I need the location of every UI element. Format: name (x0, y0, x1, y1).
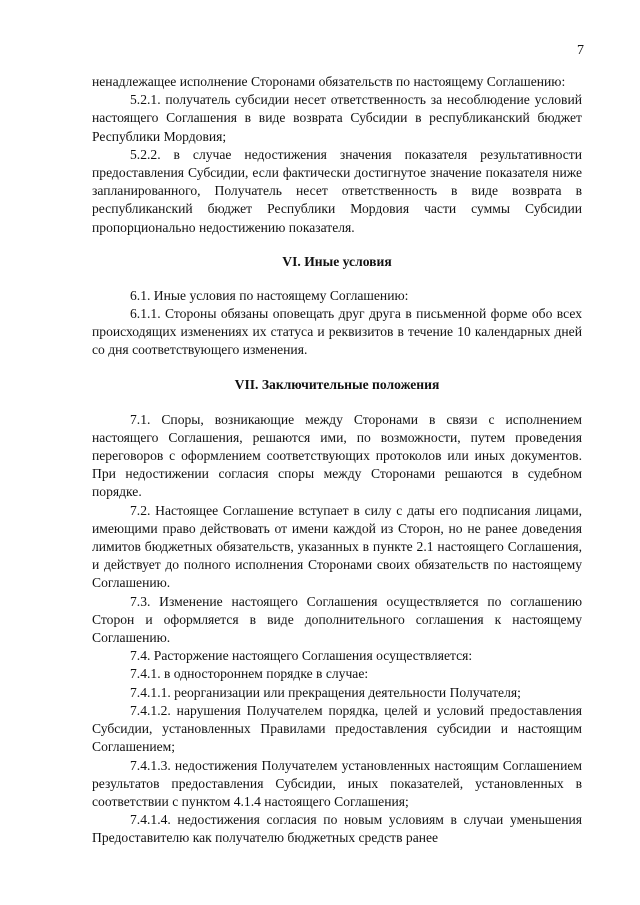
page-number: 7 (577, 43, 584, 58)
paragraph-7-4-1-3: 7.4.1.3. недостижения Получателем установленных настоящим Соглашением результатов предоставления Субсидии, иных показателей, установленных в соответствии с пунктом 4.1.4 настоящего Соглашения; (92, 757, 582, 809)
paragraph-5-2-1: 5.2.1. получатель субсидии несет ответственность за несоблюдение условий настоящего Соглашения в виде возврата Субсидии в республиканский бюджет Республики Мордовия; (92, 92, 582, 144)
paragraph-7-4: 7.4. Расторжение настоящего Соглашения осуществляется: (130, 648, 473, 664)
section-heading-vi: VI. Иные условия (282, 253, 392, 269)
paragraph-7-4-1-1: 7.4.1.1. реорганизации или прекращения деятельности Получателя; (130, 684, 521, 700)
paragraph-7-4-1-2: 7.4.1.2. нарушения Получателем порядка, целей и условий предоставления Субсидии, установленных Правилами предоставления субсидии и настоящим Соглашением; (92, 702, 582, 755)
paragraph-7-2: 7.2. Настоящее Соглашение вступает в силу с даты его подписания лицами, имеющими право действовать от имени каждой из Сторон, но не ранее доведения лимитов бюджетных обязательств, указанных в пункте 2.1 настоящего Соглашения, и действует до полного исполнения Сторонами своих обязательств по настоящему Соглашению. (92, 502, 582, 591)
paragraph-5-2-2: 5.2.2. в случае недостижения значения показателя результативности предоставления Субсидии, если фактически достигнутое значение показателя ниже запланированного, Получатель несет ответственность в виде возврата в республиканский бюджет Республики Мордовия части суммы Субсидии пропорционально недостижению показателя. (92, 146, 582, 235)
paragraph-7-1: 7.1. Споры, возникающие между Сторонами в связи с исполнением настоящего Соглашения, решаются ими, по возможности, путем проведения переговоров с оформлением соответствующих протоколов или иных документов. При недостижении согласия споры между Сторонами решаются в судебном порядке. (92, 411, 582, 500)
document-body (92, 73, 582, 848)
paragraph-7-3: 7.3. Изменение настоящего Соглашения осуществляется по соглашению Сторон и оформляется в виде дополнительного соглашения к настоящему Соглашению. (92, 593, 582, 646)
paragraph-6-1: 6.1. Иные условия по настоящему Соглашению: (130, 287, 409, 303)
paragraph-6-1-1: 6.1.1. Стороны обязаны оповещать друг друга в письменной форме обо всех происходящих изменениях их статуса и реквизитов в течение 10 календарных дней со дня соответствующего изменения. (92, 306, 582, 358)
paragraph-7-4-1: 7.4.1. в одностороннем порядке в случае: (130, 666, 369, 682)
section-heading-vii: VII. Заключительные положения (234, 376, 440, 392)
paragraph-continuation: ненадлежащее исполнение Сторонами обязательств по настоящему Соглашению: (92, 74, 566, 89)
paragraph-7-4-1-4: 7.4.1.4. недостижения согласия по новым условиям в случаи уменьшения Предоставителю как получателю бюджетных средств ранее (92, 812, 582, 846)
